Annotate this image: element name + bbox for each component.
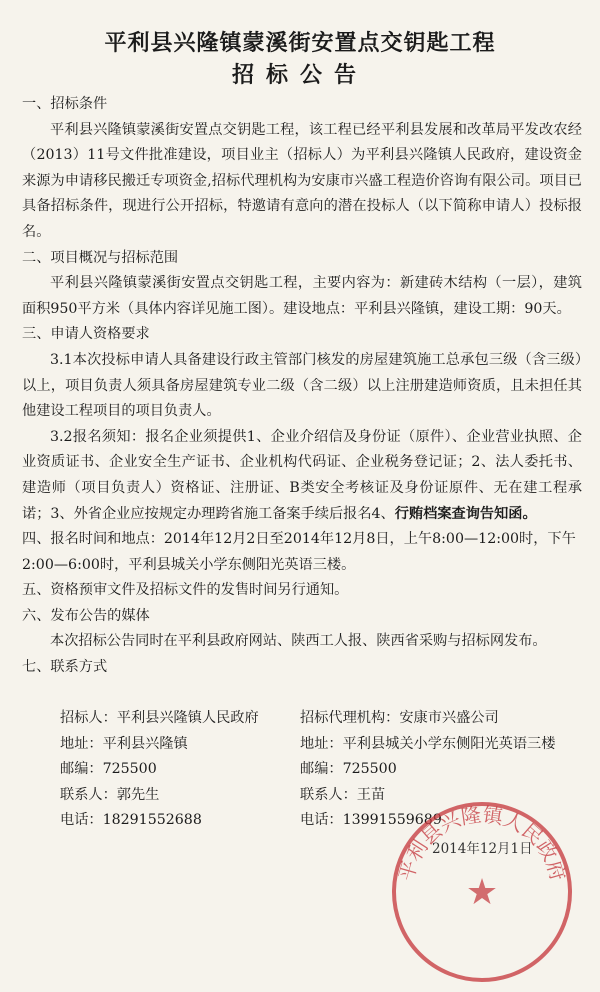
contact-row-zip [60,757,580,783]
section-5-heading: 五、资格预审文件及招标文件的发售时间另行通知。 [22,582,349,599]
section-1-heading: 一、招标条件 [22,96,108,112]
seal-text: 平利县兴隆镇人民政府 [393,802,571,884]
tenderer-zip: 邮编：725500 [60,761,157,778]
agent-name: 招标代理机构：安康市兴盛公司 [300,710,499,726]
seal-star-icon: ★ [465,872,499,913]
section-3-paragraph-2-text: 3.2报名须知：报名企业须提供1、企业介绍信及身份证（原件）、企业营业执照、企业资质证书、企业安全生产证书、企业机构代码证、企业税务登记证；2、法人委托书、建造师（项目负责人）资格证、注册证、B类安全考核证及身份证原件、无在建工程承诺；3、外省企业应按规定办理跨省施工备案手续后报名4、 [22,428,582,522]
document-subtitle: 招标公告 [231,63,368,88]
agent-address: 地址：平利县城关小学东侧阳光英语三楼 [300,735,556,752]
document-body [22,92,582,681]
official-seal-icon [382,792,582,992]
tenderer-phone: 电话：18291552688 [60,812,202,829]
tenderer-name: 招标人：平利县兴隆镇人民政府 [60,710,259,726]
contact-row-org [60,706,580,732]
issue-date: 2014年12月1日 [432,841,533,857]
tenderer-address: 地址：平利县兴隆镇 [60,735,188,752]
section-6-heading: 六、发布公告的媒体 [22,607,150,624]
agent-contact-person: 联系人：王苗 [300,786,386,803]
tenderer-contact-person: 联系人：郭先生 [60,786,160,803]
section-3-heading: 三、申请人资格要求 [22,326,150,343]
section-7-heading: 七、联系方式 [22,659,108,676]
section-2-text: 平利县兴隆镇蒙溪街安置点交钥匙工程，主要内容为：新建砖木结构（一层），建筑面积950平方米（具体内容详见施工图）。建设地点：平利县兴隆镇，建设工期：90天。 [22,275,582,317]
section-3-paragraph-1: 3.1本次投标申请人具备建设行政主管部门核发的房屋建筑施工总承包三级（含三级）以上，项目负责人须具备房屋建筑专业二级（含二级）以上注册建造师资质，且未担任其他建设工程项目的项目负责人。 [22,351,582,420]
agent-zip: 邮编：725500 [300,761,397,778]
section-1-text: 平利县兴隆镇蒙溪街安置点交钥匙工程，该工程已经平利县发展和改革局平发改农经（2013）11号文件批准建设，项目业主（招标人）为平利县兴隆镇人民政府，建设资金来源为申请移民搬迁专项资金,招标代理机构为安康市兴盛工程造价咨询有限公司。项目已具备招标条件，现进行公开招标，特邀请有意向的潜在投标人（以下简称申请人）投标报名。 [22,121,582,240]
contact-row-address [60,732,580,758]
section-6-text: 本次招标公告同时在平利县政府网站、陕西工人报、陕西省采购与招标网发布。 [50,633,547,650]
agent-phone: 电话：13991559689 [300,812,442,829]
document-title: 平利县兴隆镇蒙溪街安置点交钥匙工程 [104,31,496,56]
section-4-heading: 四、报名时间和地点：2014年12月2日至2014年12月8日，上午8:00—12:00时，下午2:00—6:00时，平利县城关小学东侧阳光英语三楼。 [22,531,576,573]
section-3-paragraph-2 [22,425,582,527]
section-2-heading: 二、项目概况与招标范围 [22,249,179,266]
section-3-paragraph-2-bold: 行贿档案查询告知函。 [394,505,537,522]
